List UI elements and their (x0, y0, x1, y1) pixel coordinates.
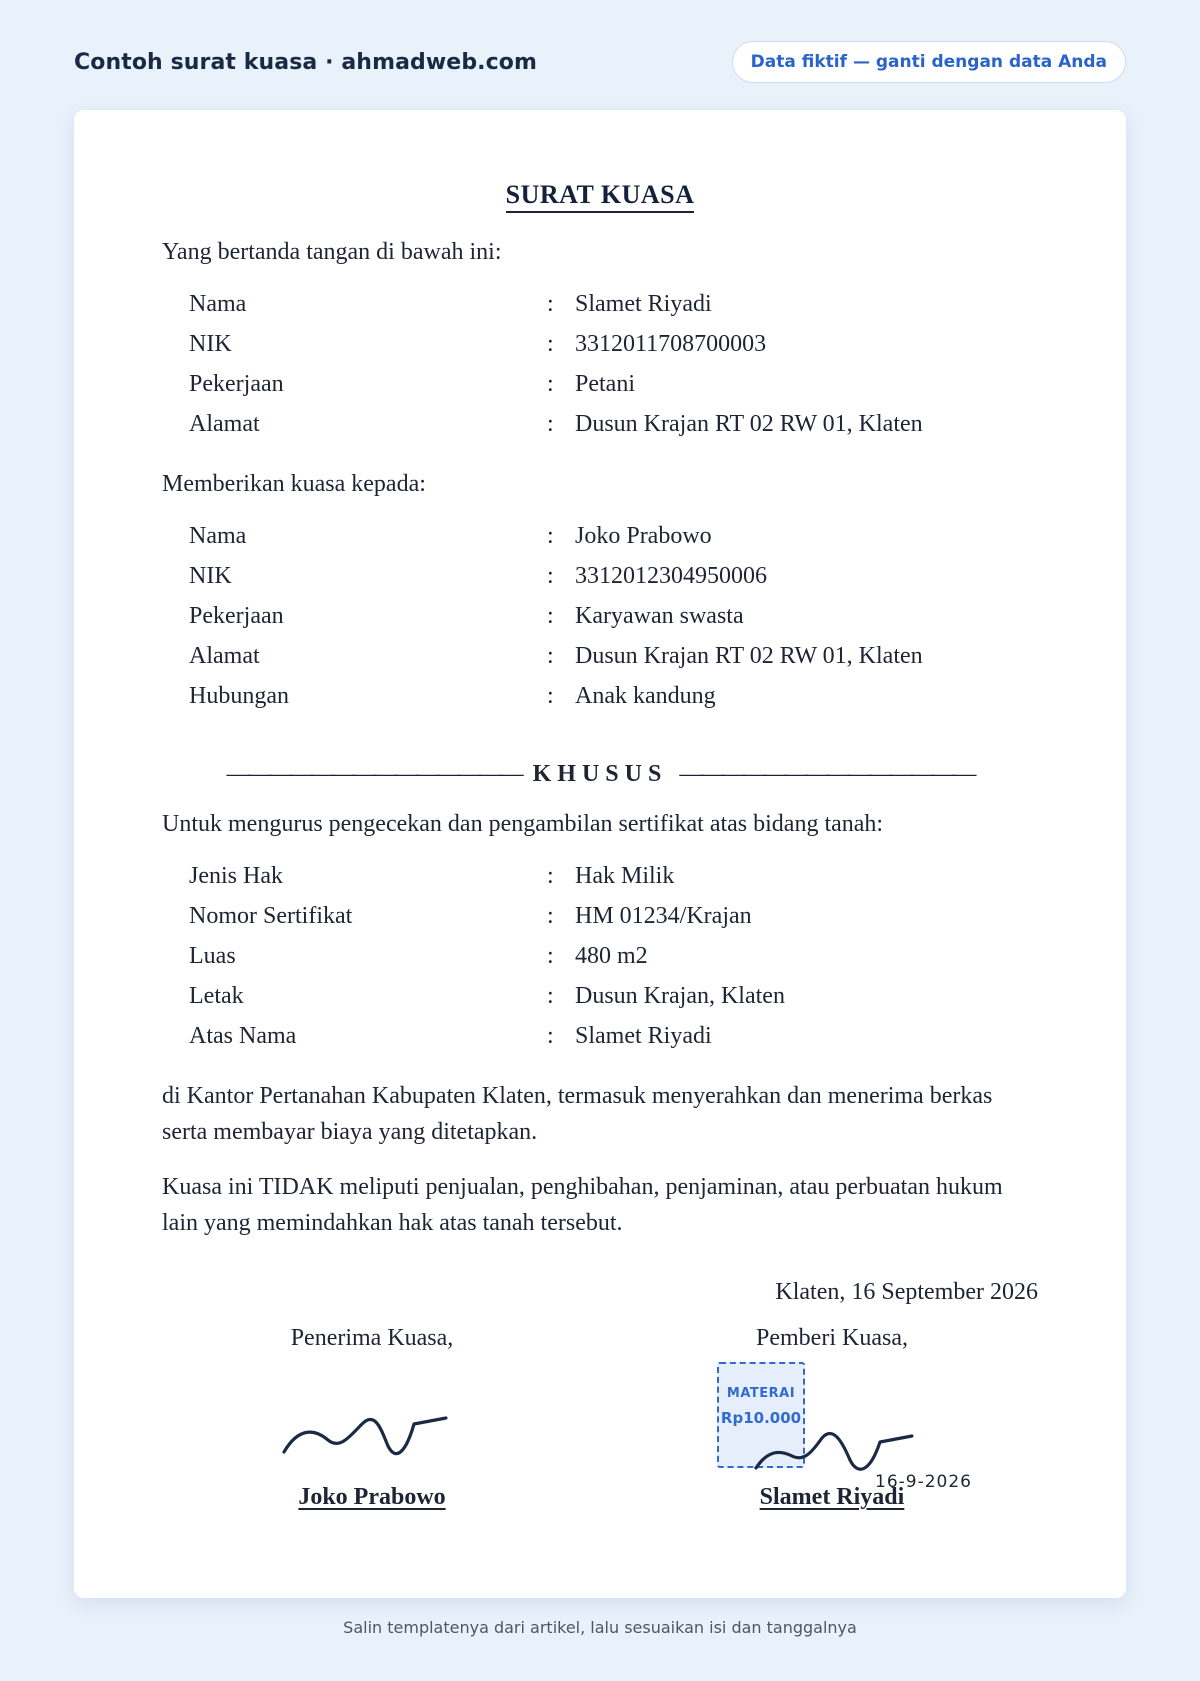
separator-dash-left: —————————————— (226, 761, 521, 787)
letter-title: SURAT KUASA (162, 180, 1038, 210)
field-row (189, 284, 1038, 324)
field-colon: : (547, 523, 554, 549)
place-date: Klaten, 16 September 2026 (775, 1279, 1038, 1305)
field-value: Petani (575, 371, 635, 397)
field-row (189, 556, 1038, 596)
field-row (189, 936, 1038, 976)
field-value: HM 01234/Krajan (575, 903, 752, 929)
field-row (189, 364, 1038, 404)
field-row (189, 856, 1038, 896)
field-value: 3312011708700003 (575, 331, 767, 357)
khusus-separator (162, 756, 1038, 792)
field-value: Joko Prabowo (575, 523, 712, 549)
field-row (189, 596, 1038, 636)
recipient-signature (280, 1388, 460, 1468)
field-label: NIK (189, 563, 232, 589)
field-row (189, 636, 1038, 676)
grantee-fields (189, 516, 1038, 716)
giver-name-block (722, 1484, 942, 1511)
field-value: Karyawan swasta (575, 603, 744, 629)
recipient-role: Penerima Kuasa, (290, 1325, 454, 1351)
site-title: Contoh surat kuasa · ahmadweb.com (74, 49, 538, 75)
stamp-value: Rp10.000 (720, 1409, 802, 1427)
field-colon: : (547, 563, 554, 589)
field-label: Hubungan (189, 683, 289, 709)
field-colon: : (547, 863, 554, 889)
field-label: Pekerjaan (189, 371, 284, 397)
giver-role: Pemberi Kuasa, (756, 1325, 908, 1351)
stamp-label: MATERAI (726, 1386, 796, 1401)
recipient-name: Joko Prabowo (298, 1484, 446, 1510)
field-label: Nama (189, 291, 247, 317)
field-value: 480 m2 (575, 943, 648, 969)
field-colon: : (547, 683, 554, 709)
field-label: Jenis Hak (189, 863, 283, 889)
field-value: Dusun Krajan, Klaten (575, 983, 785, 1009)
field-value: Slamet Riyadi (575, 291, 712, 317)
field-colon: : (547, 371, 554, 397)
field-value: Hak Milik (575, 863, 675, 889)
grant-text: Memberikan kuasa kepada: (162, 471, 426, 497)
field-value: Dusun Krajan RT 02 RW 01, Klaten (575, 643, 923, 669)
field-label: NIK (189, 331, 232, 357)
separator-word: KHUSUS (532, 761, 668, 787)
field-label: Letak (189, 983, 244, 1009)
field-value: Dusun Krajan RT 02 RW 01, Klaten (575, 411, 923, 437)
field-colon: : (547, 291, 554, 317)
field-colon: : (547, 903, 554, 929)
field-colon: : (547, 331, 554, 357)
field-row (189, 896, 1038, 936)
field-label: Nama (189, 523, 247, 549)
limitation-text: Kuasa ini TIDAK meliputi penjualan, penghibahan, penjaminan, atau perbuatan hukum lain yang memindahkan hak atas tanah tersebut. (162, 1174, 1003, 1236)
grantor-fields (189, 284, 1038, 444)
field-label: Pekerjaan (189, 603, 284, 629)
fictional-data-badge: Data fiktif — ganti dengan data Anda (732, 41, 1126, 83)
field-row (189, 976, 1038, 1016)
field-label: Alamat (189, 411, 260, 437)
office-text: di Kantor Pertanahan Kabupaten Klaten, termasuk menyerahkan dan menerima berkas serta membayar biaya yang ditetapkan. (162, 1083, 993, 1145)
field-colon: : (547, 643, 554, 669)
footer-note: Salin templatenya dari artikel, lalu sesuaikan isi dan tanggalnya (343, 1618, 857, 1637)
field-label: Atas Nama (189, 1023, 297, 1049)
intro-text: Yang bertanda tangan di bawah ini: (162, 239, 502, 265)
giver-name: Slamet Riyadi (759, 1484, 905, 1510)
recipient-name-block (262, 1484, 482, 1511)
field-value: Slamet Riyadi (575, 1023, 712, 1049)
field-colon: : (547, 603, 554, 629)
field-row (189, 324, 1038, 364)
field-row (189, 676, 1038, 716)
field-row (189, 516, 1038, 556)
field-colon: : (547, 983, 554, 1009)
field-label: Nomor Sertifikat (189, 903, 353, 929)
field-value: Anak kandung (575, 683, 716, 709)
stamp-date: 16-9-2026 (875, 1472, 972, 1492)
giver-signature-block (722, 1320, 942, 1356)
field-value: 3312012304950006 (575, 563, 767, 589)
field-row (189, 404, 1038, 444)
land-fields (189, 856, 1038, 1056)
letter-paper (74, 110, 1126, 1598)
field-label: Luas (189, 943, 236, 969)
field-colon: : (547, 411, 554, 437)
field-label: Alamat (189, 643, 260, 669)
field-row (189, 1016, 1038, 1056)
recipient-signature-block (262, 1320, 482, 1356)
separator-dash-right: —————————————— (679, 761, 974, 787)
top-bar (74, 40, 1126, 84)
purpose-text: Untuk mengurus pengecekan dan pengambilan sertifikat atas bidang tanah: (162, 811, 884, 837)
field-colon: : (547, 1023, 554, 1049)
field-colon: : (547, 943, 554, 969)
